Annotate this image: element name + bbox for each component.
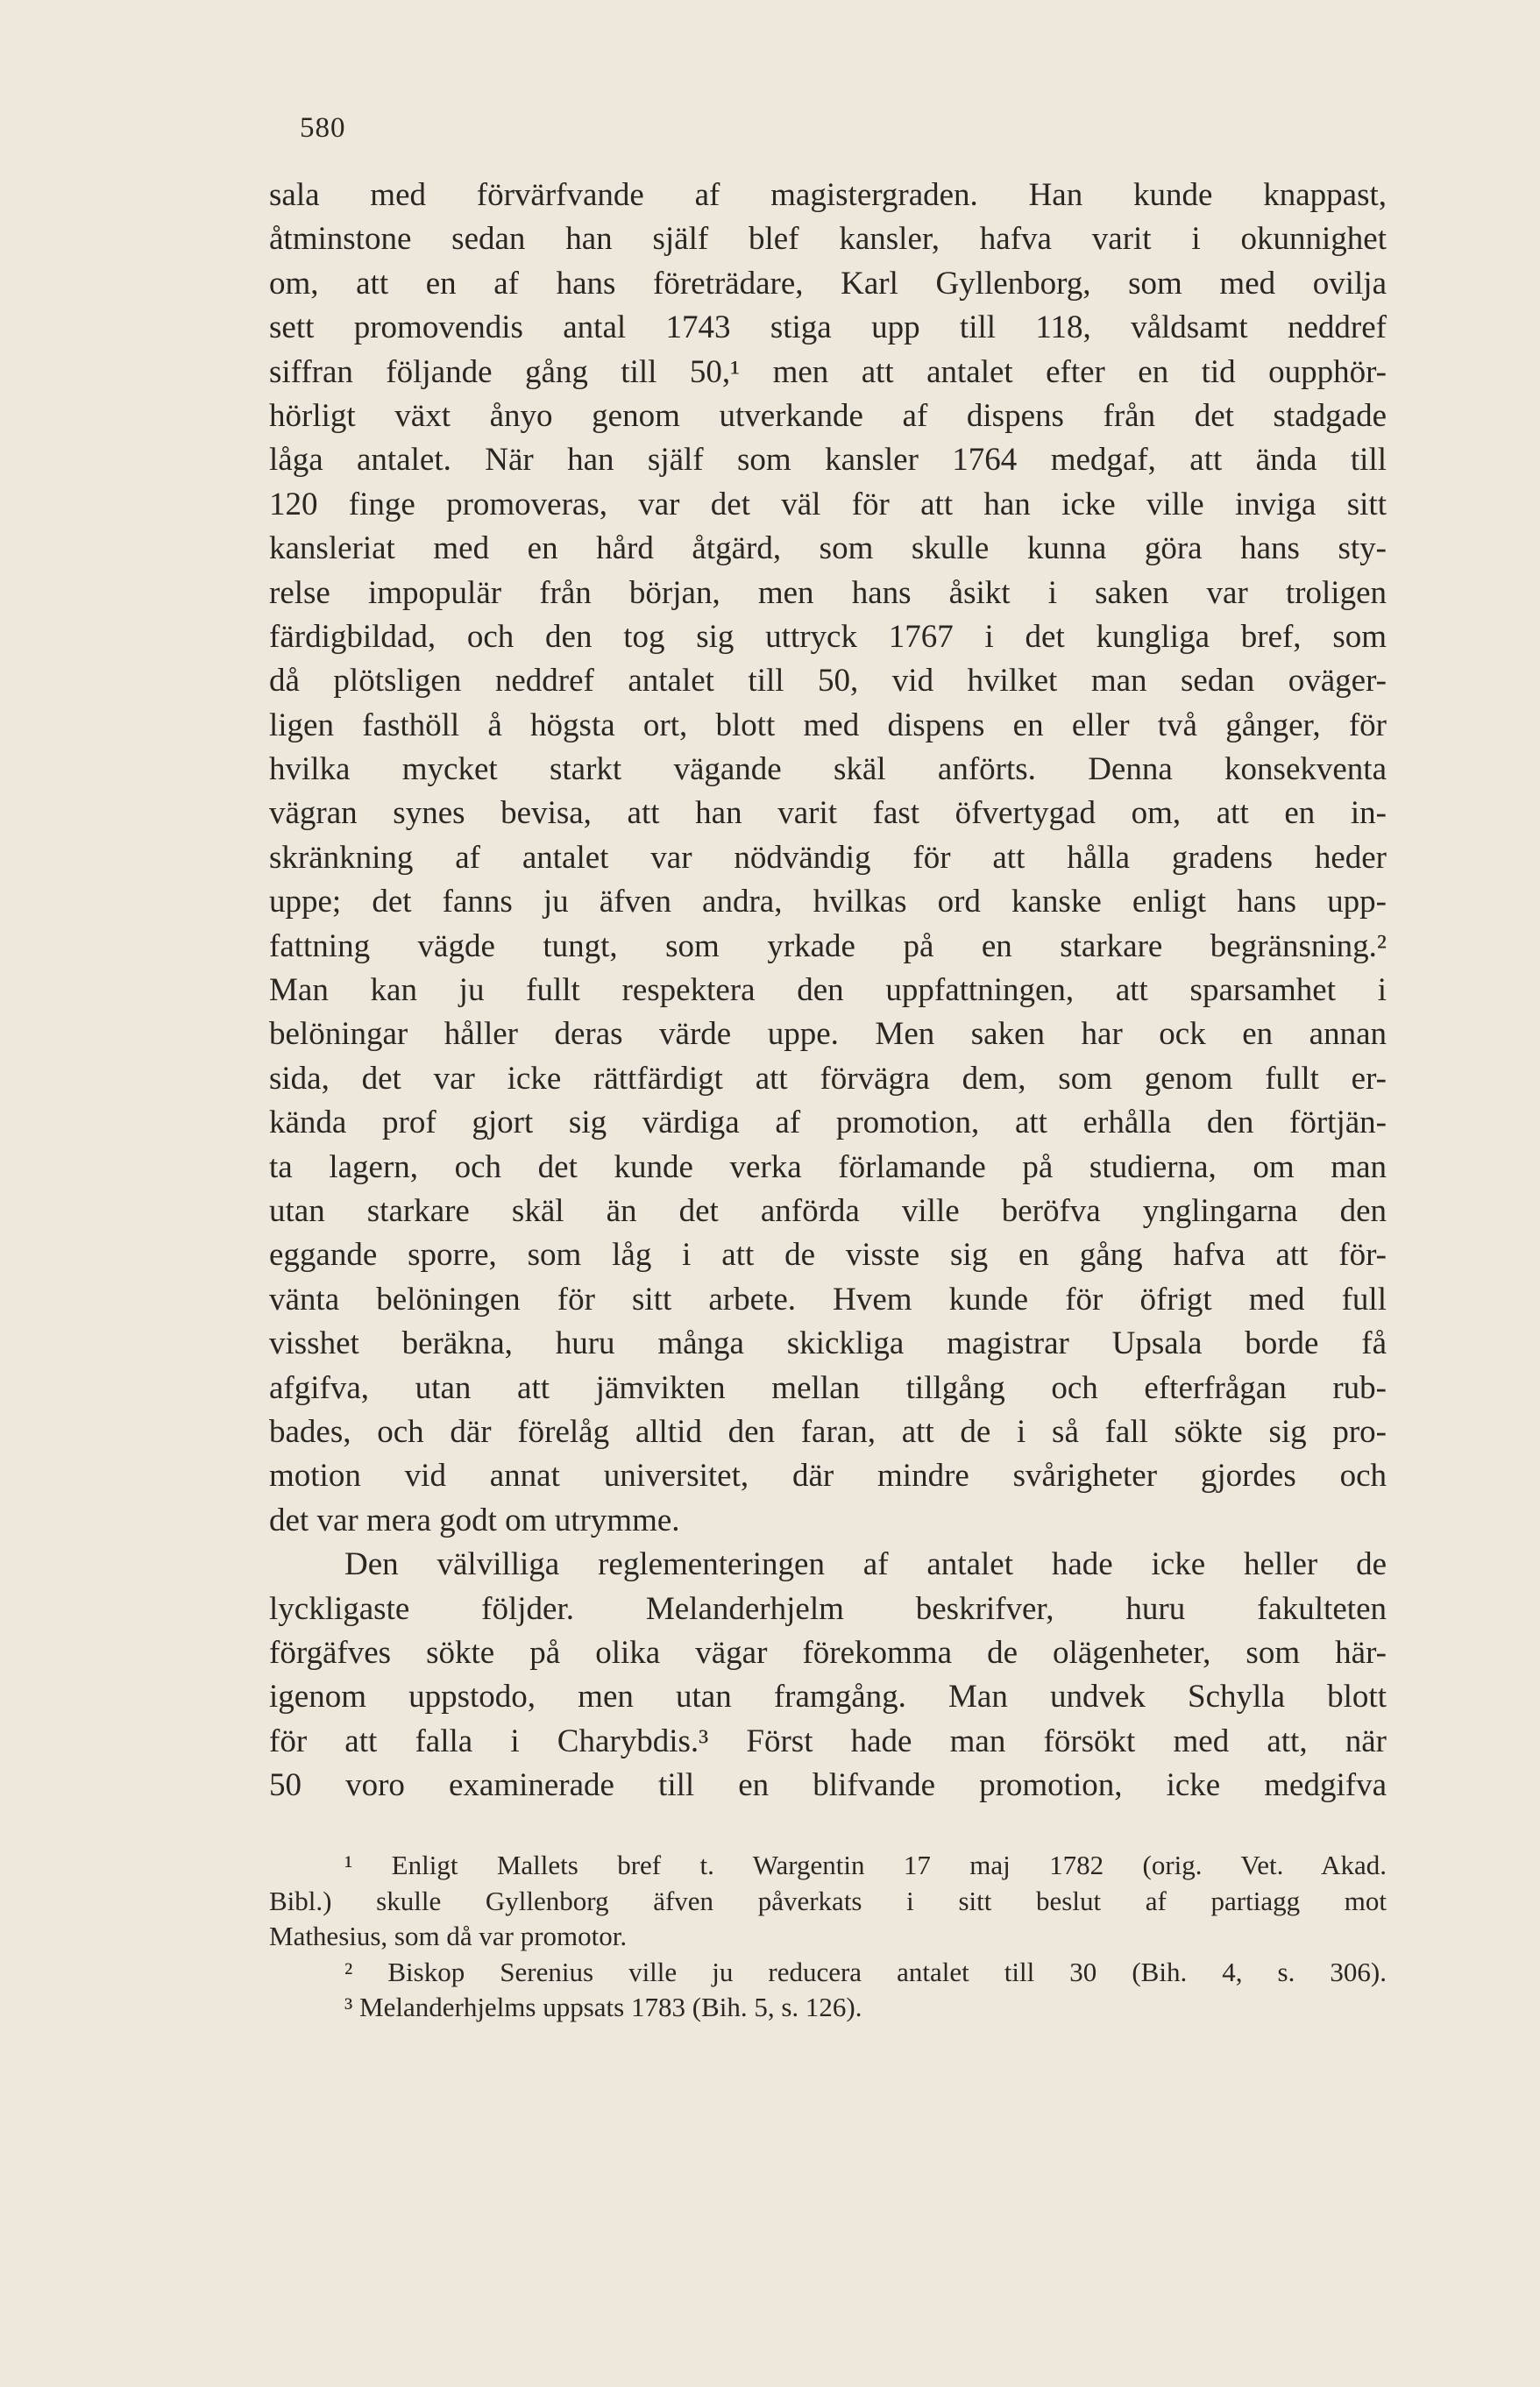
text-line: sida, det var icke rättfärdigt att förvägra dem, som genom fullt er- [269,1060,1387,1097]
text-line: förgäfves sökte på olika vägar förekomma de olägenheter, som här- [269,1634,1387,1671]
text-line: afgifva, utan att jämvikten mellan tillgång och efterfrågan rub- [269,1369,1387,1406]
text-line: sett promovendis antal 1743 stiga upp till 118, våldsamt neddref [269,309,1387,346]
text-line: relse impopulär från början, men hans åsikt i saken var troligen [269,574,1387,611]
footnote-1-cont: Mathesius, som då var promotor. [269,1921,628,1951]
text-line: 50 voro examinerade till en blifvande promotion, icke medgifva [269,1767,1387,1804]
text-line: kända prof gjort sig värdiga af promotion, att erhålla den förtjän- [269,1105,1387,1141]
text-line: belöningar håller deras värde uppe. Men saken har ock en annan [269,1016,1387,1053]
text-line: hörligt växt ånyo genom utverkande af dispens från det stadgade [269,397,1387,434]
text-line: utan starkare skäl än det anförda ville beröfva ynglingarna den [269,1192,1387,1229]
footnotes [269,1848,1387,2026]
page-number: 580 [300,112,346,144]
text-line: ta lagern, och det kunde verka förlamande på studierna, om man [269,1148,1387,1185]
text-line: ligen fasthöll å högsta ort, blott med dispens en eller två gånger, för [269,707,1387,743]
text-line: vägran synes bevisa, att han varit fast öfvertygad om, att en in- [269,795,1387,832]
footnote-1: ¹ Enligt Mallets bref t. Wargentin 17 maj 1782 (orig. Vet. Akad. [344,1850,1387,1880]
text-line: 120 finge promoveras, var det väl för att han icke ville inviga sitt [269,486,1387,522]
text-line: siffran följande gång till 50,¹ men att antalet efter en tid oupphör- [269,353,1387,390]
text-line: låga antalet. När han själf som kansler 1764 medgaf, att ända till [269,442,1387,479]
text-line: kansleriat med en hård åtgärd, som skulle kunna göra hans sty- [269,530,1387,567]
text-line: fattning vägde tungt, som yrkade på en starkare begränsning.² [269,927,1387,964]
text-line: för att falla i Charybdis.³ Först hade man försökt med att, när [269,1723,1387,1759]
text-line: lyckligaste följder. Melanderhjelm beskrifver, huru fakulteten [269,1590,1387,1627]
main-text [269,174,1387,1808]
text-line: motion vid annat universitet, där mindre svårigheter gjordes och [269,1458,1387,1495]
text-line: skränkning af antalet var nödvändig för att hålla gradens heder [269,839,1387,876]
footnote-2: ² Biskop Serenius ville ju reducera antalet till 30 (Bih. 4, s. 306). [344,1956,1387,1987]
text-line: visshet beräkna, huru många skickliga magistrar Upsala borde få [269,1325,1387,1362]
text-line: om, att en af hans företrädare, Karl Gyllenborg, som med ovilja [269,265,1387,302]
text-line: färdigbildad, och den tog sig uttryck 1767 i det kungliga bref, som [269,618,1387,655]
text-line: igenom uppstodo, men utan framgång. Man undvek Schylla blott [269,1679,1387,1716]
footnote-1-cont: Bibl.) skulle Gyllenborg äfven påverkats i sitt beslut af partiagg mot [269,1885,1387,1916]
text-line: Man kan ju fullt respektera den uppfattningen, att sparsamhet i [269,972,1387,1009]
footnote-3: ³ Melanderhjelms uppsats 1783 (Bih. 5, s. 126). [344,1992,862,2022]
text-line: hvilka mycket starkt vägande skäl anförts. Denna konsekventa [269,751,1387,788]
text-line: vänta belöningen för sitt arbete. Hvem kunde för öfrigt med full [269,1281,1387,1318]
text-line: uppe; det fanns ju äfven andra, hvilkas ord kanske enligt hans upp- [269,884,1387,920]
text-line: Den välvilliga reglementeringen af antalet hade icke heller de [344,1546,1387,1583]
text-line: det var mera godt om utrymme. [269,1502,680,1538]
text-line: eggande sporre, som låg i att de visste sig en gång hafva att för- [269,1237,1387,1274]
text-line: bades, och där förelåg alltid den faran, att de i så fall sökte sig pro- [269,1413,1387,1450]
text-line: sala med förvärfvande af magistergraden. Han kunde knappast, [269,177,1387,213]
text-line: då plötsligen neddref antalet till 50, vid hvilket man sedan oväger- [269,663,1387,700]
text-line: åtminstone sedan han själf blef kansler, hafva varit i okunnighet [269,221,1387,258]
